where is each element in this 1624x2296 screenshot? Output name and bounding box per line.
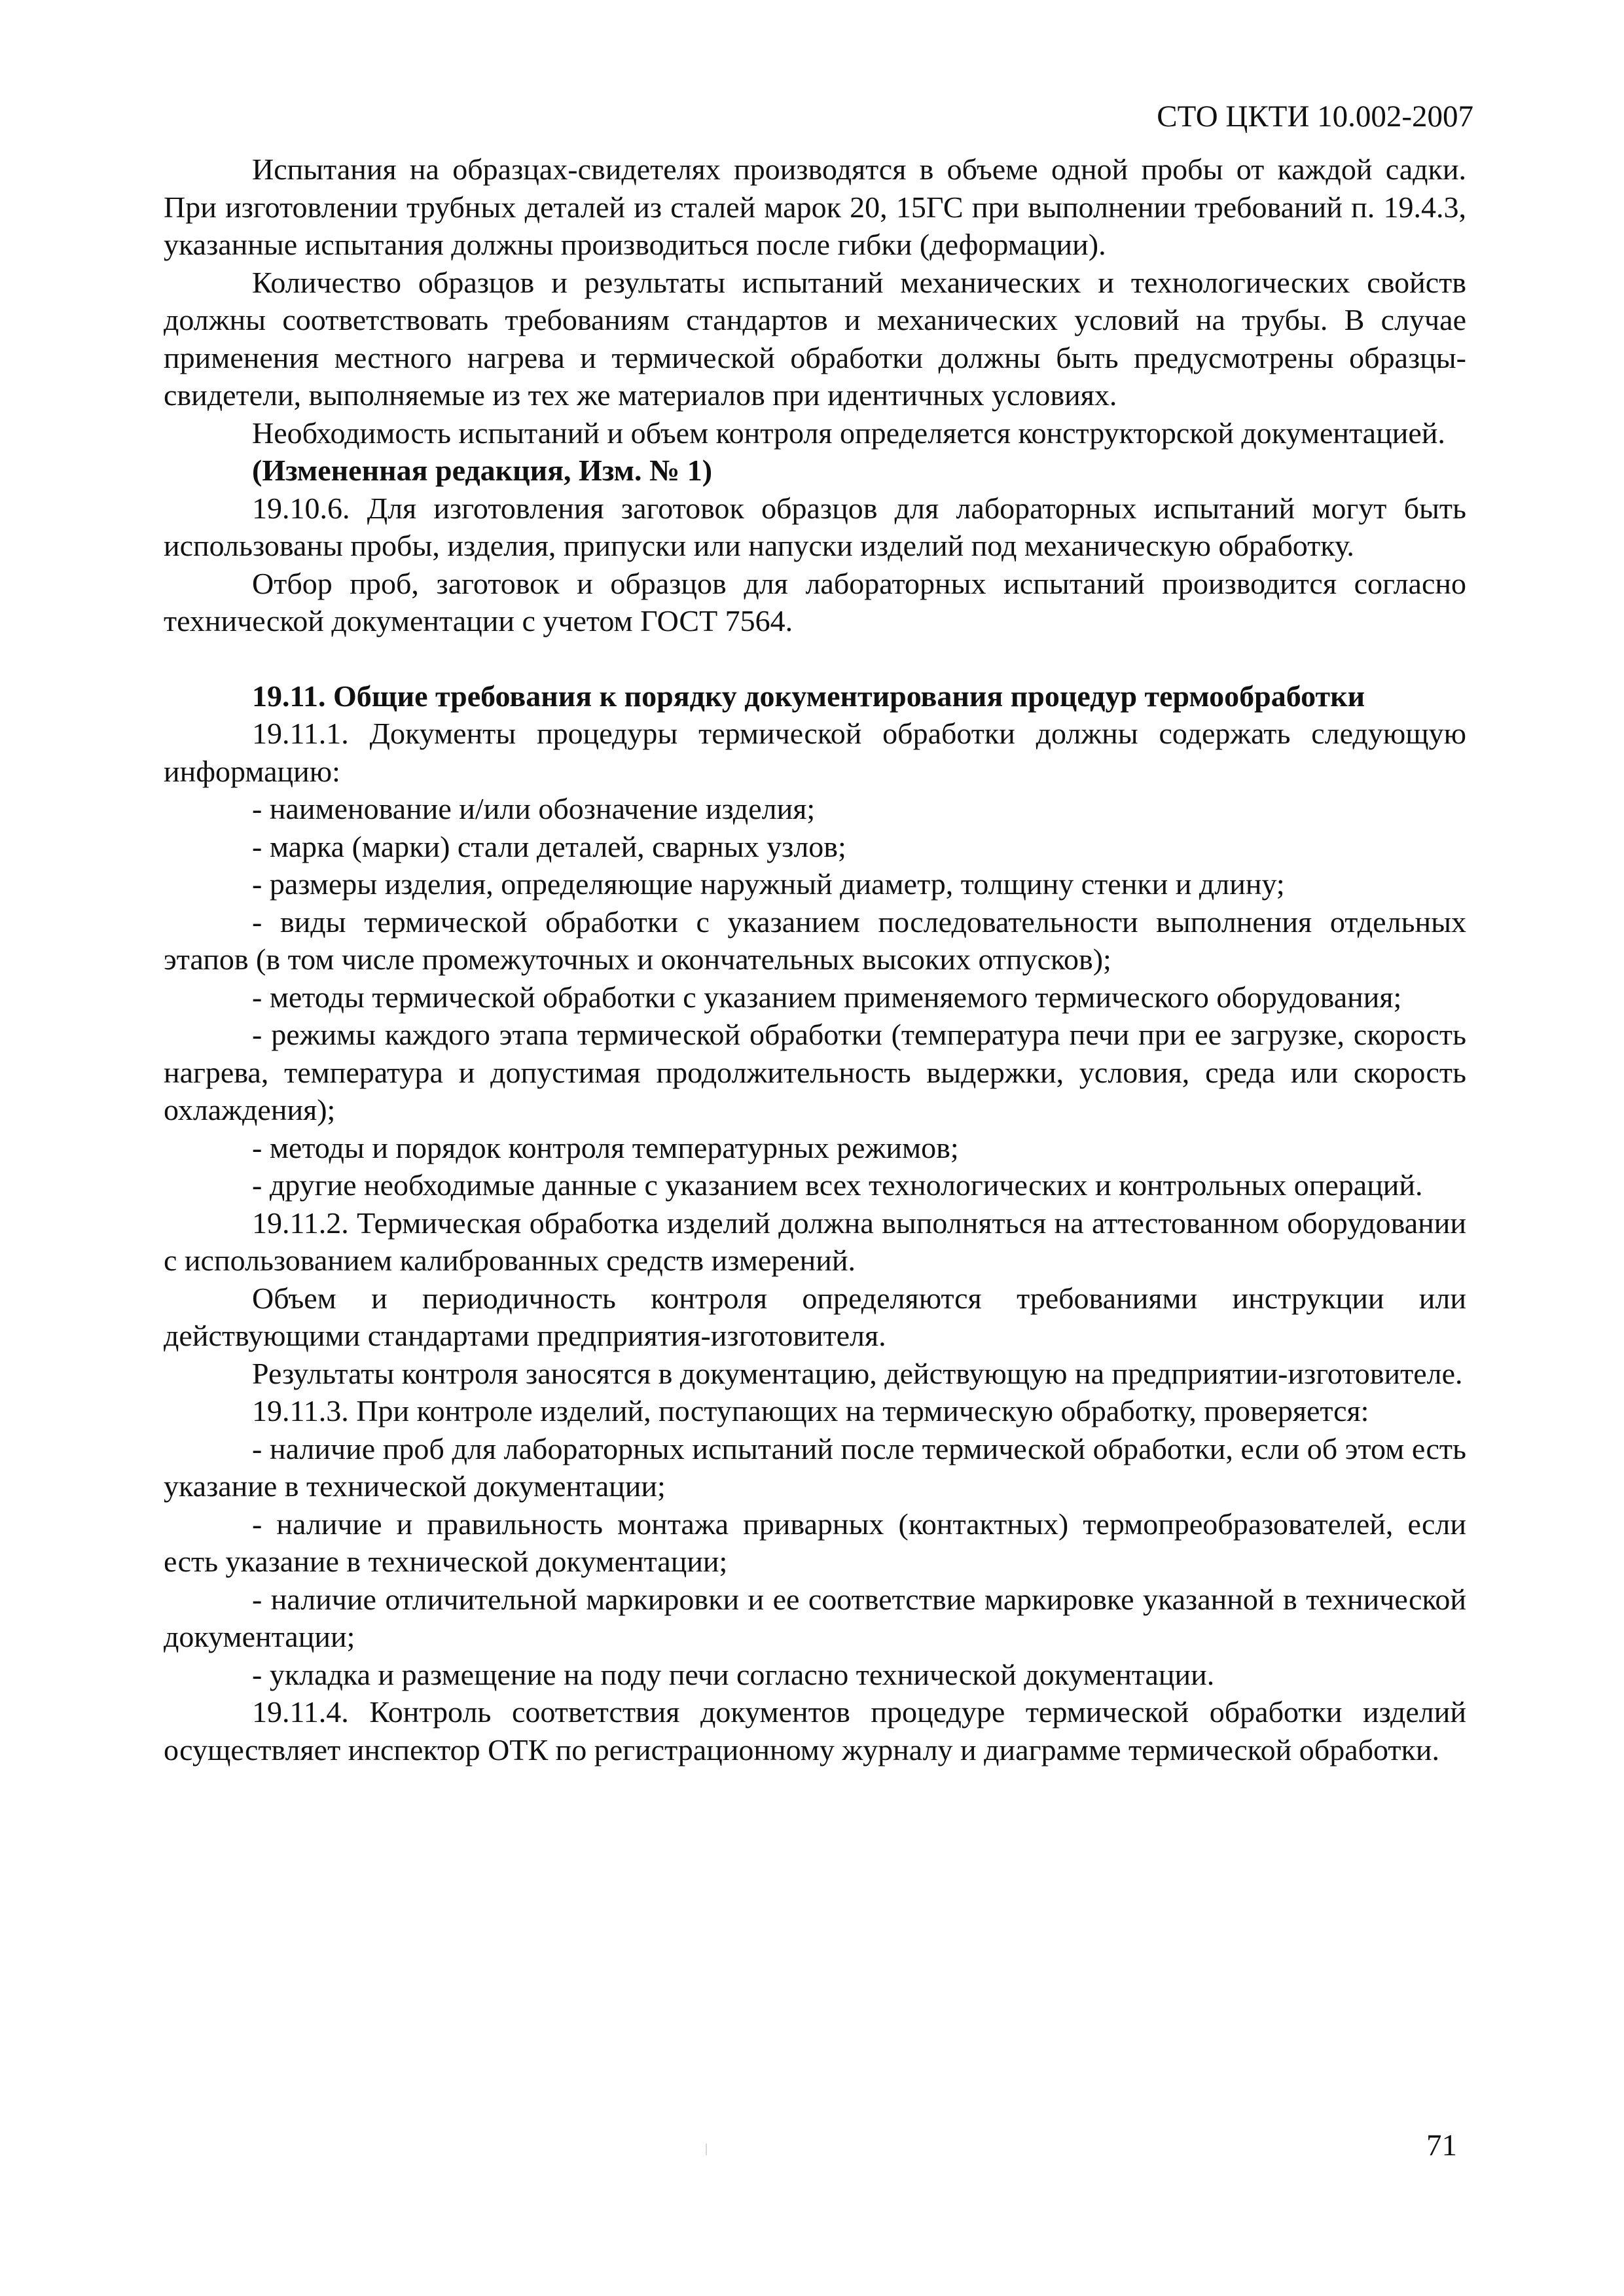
list-item: - другие необходимые данные с указанием всех технологических и контрольных операций.: [252, 1168, 1423, 1202]
paragraph-witness-samples: Испытания на образцах-свидетелях производятся в объеме одной пробы от каждой садки. При изготовлении трубных деталей из сталей марок 20, 15ГС при выполнении требований п. 19.4.3, указанные испытания должны производиться после гибки (деформации).: [164, 152, 1466, 261]
list-item: - наименование и/или обозначение изделия;: [252, 792, 816, 825]
paragraph-sample-quantity: Количество образцов и результаты испытаний механических и технологических свойств должны соответствовать требованиям стандартов и механических условий на трубы. В случае применения местного нагрева и термической обработки должны быть предусмотрены образцы-свидетели, выполняемые из тех же материалов при идентичных условиях.: [164, 265, 1466, 412]
list-item: - виды термической обработки с указанием последовательности выполнения отдельных этапов (в том числе промежуточных и окончательных высоких отпусков);: [164, 905, 1466, 976]
paragraph-19-11-3: 19.11.3. При контроле изделий, поступающих на термическую обработку, проверяется:: [252, 1394, 1369, 1427]
list-item: - методы и порядок контроля температурных режимов;: [252, 1130, 959, 1164]
paragraph-testing-necessity: Необходимость испытаний и объем контроля определяется конструкторской документацией.: [252, 416, 1445, 450]
list-item: - укладка и размещение на поду печи согласно технической документации.: [252, 1657, 1215, 1691]
list-item: - наличие проб для лабораторных испытаний после термической обработки, если об этом есть указание в технической документации;: [164, 1431, 1466, 1503]
list-item: - наличие и правильность монтажа приварных (контактных) термопреобразователей, если есть указание в технической документации;: [164, 1507, 1466, 1578]
scan-mark: [706, 2144, 707, 2155]
revision-note: (Измененная редакция, Изм. № 1): [252, 454, 713, 487]
paragraph-control-scope: Объем и периодичность контроля определяются требованиями инструкции или действующими стандартами предприятия-изготовителя.: [164, 1281, 1466, 1352]
paragraph-sampling: Отбор проб, заготовок и образцов для лабораторных испытаний производится согласно технической документации с учетом ГОСТ 7564.: [164, 566, 1466, 637]
paragraph-control-results: Результаты контроля заносятся в документацию, действующую на предприятии-изготовителе.: [252, 1356, 1463, 1390]
paragraph-19-11-1: 19.11.1. Документы процедуры термической обработки должны содержать следующую информацию:: [164, 717, 1466, 788]
list-item: - методы термической обработки с указанием применяемого термического оборудования;: [252, 980, 1402, 1014]
list-item: - режимы каждого этапа термической обработки (температура печи при ее загрузке, скорость нагрева, температура и допустимая продолжительность выдержки, условия, среда или скорость охлаждения);: [164, 1018, 1466, 1126]
section-heading-19-11: 19.11. Общие требования к порядку документирования процедур термообработки: [252, 679, 1365, 713]
document-code-header: СТО ЦКТИ 10.002-2007: [1157, 99, 1473, 134]
page-number: 71: [1426, 2128, 1457, 2162]
paragraph-19-11-4: 19.11.4. Контроль соответствия документов процедуре термической обработки изделий осуществляет инспектор ОТК по регистрационному журналу и диаграмме термической обработки.: [164, 1695, 1466, 1767]
paragraph-19-11-2: 19.11.2. Термическая обработка изделий должна выполняться на аттестованном оборудовании с использованием калиброванных средств измерений.: [164, 1206, 1466, 1277]
paragraph-19-10-6: 19.10.6. Для изготовления заготовок образцов для лабораторных испытаний могут быть использованы пробы, изделия, припуски или напуски изделий под механическую обработку.: [164, 491, 1466, 562]
list-item: - марка (марки) стали деталей, сварных узлов;: [252, 829, 846, 863]
page-body: [164, 151, 1466, 1768]
list-item: - наличие отличительной маркировки и ее соответствие маркировке указанной в технической документации;: [164, 1582, 1466, 1653]
list-item: - размеры изделия, определяющие наружный диаметр, толщину стенки и длину;: [252, 867, 1285, 901]
